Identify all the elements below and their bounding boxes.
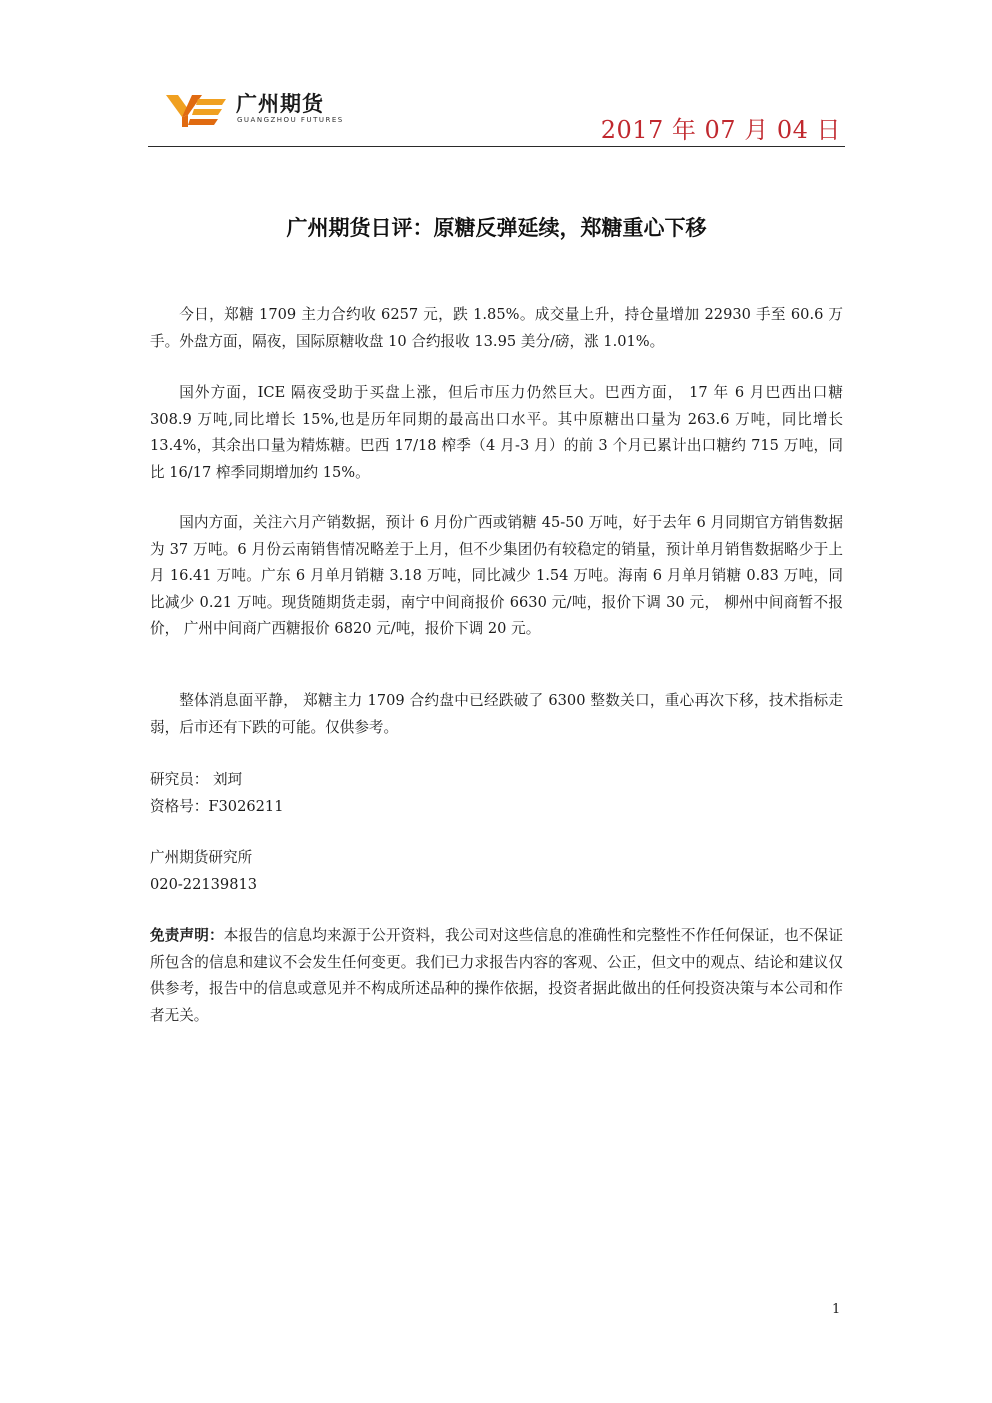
report-date: 2017 年 07 月 04 日 [600, 116, 841, 144]
company-logo [166, 86, 366, 134]
yf-logo-icon [166, 91, 228, 129]
header-divider [148, 146, 845, 147]
disclaimer [150, 923, 843, 1029]
disclaimer-text: 本报告的信息均来源于公开资料，我公司对这些信息的准确性和完整性不作任何保证，也不保证所包含的信息和建议不会发生任何变更。我们已力求报告内容的客观、公正，但文中的观点、结论和建议仅供参考，报告中的信息或意见并不构成所述品种的操作依据，投资者据此做出的任何投资决策与本公司和作者无关。 [150, 927, 843, 1024]
report-header [148, 86, 845, 146]
report-title: 广州期货日评：原糖反弹延续，郑糖重心下移 [286, 216, 707, 240]
logo-chinese-name: 广州期货 [236, 92, 324, 116]
institute-phone: 020-22139813 [150, 876, 258, 893]
paragraph-conclusion: 整体消息面平静， 郑糖主力 1709 合约盘中已经跌破了 6300 整数关口，重心再次下移，技术指标走弱，后市还有下跌的可能。仅供参考。 [150, 692, 843, 736]
paragraph-market-summary: 今日，郑糖 1709 主力合约收 6257 元，跌 1.85%。成交量上升，持仓量增加 22930 手至 60.6 万手。外盘方面，隔夜，国际原糖收盘 10 合约报收 13.95 美分/磅，涨 1.01%。 [150, 306, 843, 350]
logo-english-name: GUANGZHOU FUTURES [237, 116, 344, 124]
page-number: 1 [832, 1302, 841, 1317]
institute-name: 广州期货研究所 [150, 849, 253, 866]
disclaimer-label: 免责声明： [150, 927, 224, 944]
researcher-license: 资格号：F3026211 [150, 798, 284, 815]
paragraph-domestic-market: 国内方面，关注六月产销数据，预计 6 月份广西或销糖 45-50 万吨，好于去年 6 月同期官方销售数据为 37 万吨。6 月份云南销售情况略差于上月，但不少集团仍有较稳定的销量，预计单月销售数据略少于上月 16.41 万吨。广东 6 月单月销糖 3.18 万吨，同比减少 1.54 万吨。海南 6 月单月销糖 0.83 万吨，同比减少 0.21 万吨。现货随期货走弱，南宁中间商报价 6630 元/吨，报价下调 30 元， 柳州中间商暂不报价， 广州中间商广西糖报价 6820 元/吨，报价下调 20 元。 [150, 514, 843, 637]
researcher-name: 研究员： 刘珂 [150, 771, 243, 788]
paragraph-foreign-market: 国外方面，ICE 隔夜受助于买盘上涨，但后市压力仍然巨大。巴西方面， 17 年 6 月巴西出口糖 308.9 万吨,同比增长 15%,也是历年同期的最高出口水平。其中原糖出口量为 263.6 万吨，同比增长 13.4%，其余出口量为精炼糖。巴西 17/18 榨季（4 月-3 月）的前 3 个月已累计出口糖约 715 万吨，同比 16/17 榨季同期增加约 15%。 [150, 384, 843, 481]
